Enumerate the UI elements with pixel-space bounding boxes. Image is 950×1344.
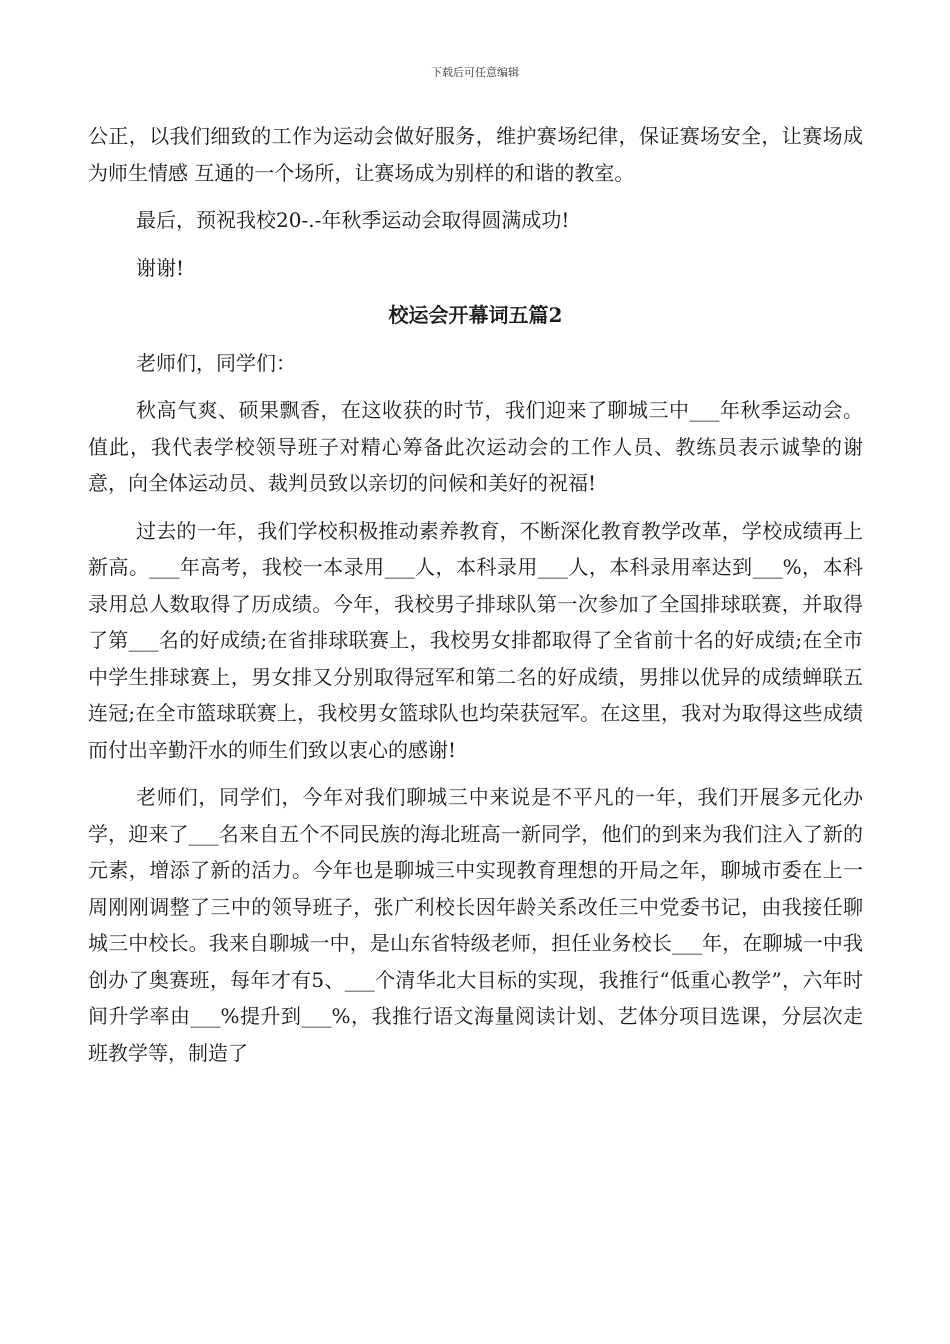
paragraph-closing-wish: 最后，预祝我校20-.-年秋季运动会取得圆满成功! (136, 208, 570, 232)
paragraph-salutation: 老师们，同学们： (136, 350, 296, 375)
paragraph-new-year: 老师们，同学们，今年对我们聊城三中来说是不平凡的一年，我们开展多元化办学，迎来了___名来自五个不同民族的海北班高一新同学，他们的到来为我们注入了新的元素，增添了新的活力。今年也是聊城三中实现教育理想的开局之年，聊城市委在上一周刚刚调整了三中的领导班子，张广利校长因年龄关系改任三中党委书记，由我接任聊城三中校长。我来自聊城一中，是山东省特级老师，担任业务校长___年，在聊城一中我创办了奥赛班，每年才有5、___个清华北大目标的实现，我推行“低重心教学”，六年时间升学率由___%提升到___%，我推行语文海量阅读计划、艺体分项目选课，分层次走班教学等，制造了 (88, 785, 863, 1065)
paragraph-continuation: 公正，以我们细致的工作为运动会做好服务，维护赛场纪律，保证赛场安全，让赛场成为师生情感 互通的一个场所，让赛场成为别样的和谐的教室。 (88, 124, 863, 185)
page-header: 下载后可任意编辑 (431, 66, 519, 79)
paragraph-thanks: 谢谢! (136, 255, 185, 280)
paragraph-achievements: 过去的一年，我们学校积极推动素养教育，不断深化教育教学改革，学校成绩再上新高。___年高考，我校一本录用___人，本科录用___人，本科录用率达到___%，本科录用总人数取得了历成绩。今年，我校男子排球队第一次参加了全国排球联赛，并取得了第___名的好成绩;在省排球联赛上，我校男女排都取得了全省前十名的好成绩;在全市中学生排球赛上，男女排又分别取得冠军和第二名的好成绩，男排以优异的成绩蝉联五连冠;在全市篮球联赛上，我校男女篮球队也均荣获冠军。在这里，我对为取得这些成绩而付出辛勤汗水的师生们致以衷心的感谢! (88, 518, 863, 762)
document-body (88, 118, 863, 1071)
section-title: 校运会开幕词五篇2 (388, 303, 563, 327)
paragraph-opening: 秋高气爽、硕果飘香，在这收获的时节，我们迎来了聊城三中___年秋季运动会。值此，我代表学校领导班子对精心筹备此次运动会的工作人员、教练员表示诚挚的谢意，向全体运动员、裁判员致以亲切的问候和美好的祝福! (88, 398, 863, 495)
